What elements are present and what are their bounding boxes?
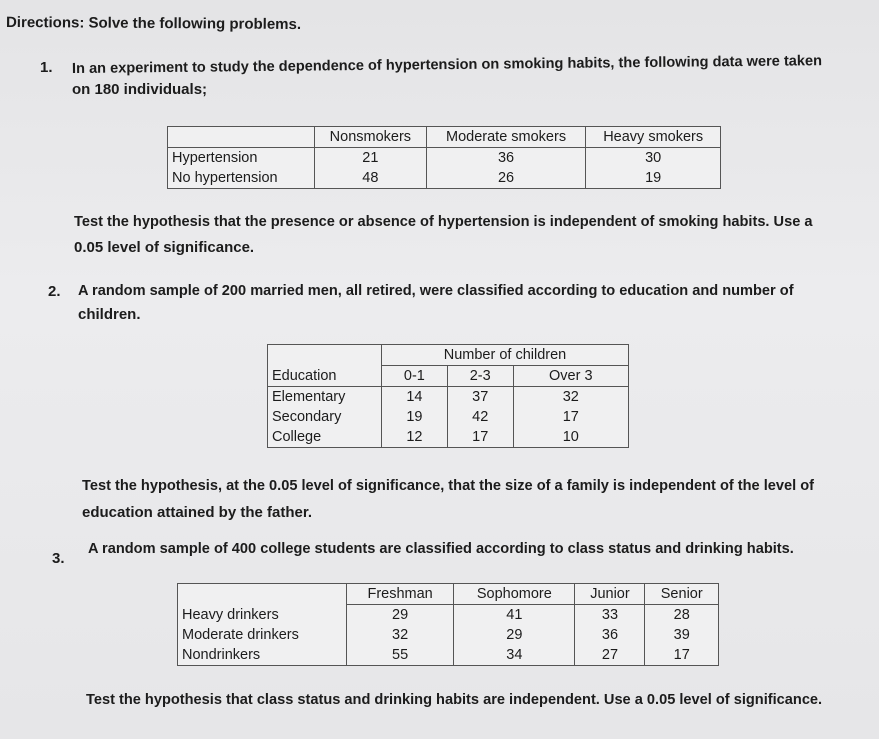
problem-2-question-line2: education attained by the father. bbox=[82, 504, 313, 521]
table-corner bbox=[178, 584, 347, 605]
problem-1-text-line1: In an experiment to study the dependence of hypertension on smoking habits, the following data were taken bbox=[71, 53, 823, 77]
problem-2-number: 2. bbox=[48, 283, 61, 300]
problem-1-text-line2: on 180 individuals; bbox=[72, 81, 208, 98]
table-cell: 39 bbox=[645, 625, 719, 645]
table-cell: 17 bbox=[513, 407, 628, 427]
table-cell: 48 bbox=[315, 168, 427, 189]
table-cell: 28 bbox=[645, 605, 719, 626]
problem-1-question-line1: Test the hypothesis that the presence or absence of hypertension is independent of smoking habits. Use a bbox=[74, 214, 813, 230]
table-cell: 29 bbox=[347, 605, 454, 626]
table-cell: 37 bbox=[447, 387, 513, 408]
problem-3-text-line1: A random sample of 400 college students are classified according to class status and drinking habits. bbox=[88, 541, 794, 557]
table-corner bbox=[168, 127, 315, 148]
table-header: Freshman bbox=[347, 584, 454, 605]
problem-2-text-line1: A random sample of 200 married men, all retired, were classified according to education and number of bbox=[78, 283, 794, 299]
table-cell: 30 bbox=[586, 148, 721, 169]
table-cell: 10 bbox=[513, 427, 628, 448]
problem-3-question-line1: Test the hypothesis that class status and drinking habits are independent. Use a 0.05 level of significance. bbox=[86, 692, 823, 708]
problem-2-text-line2: children. bbox=[78, 306, 141, 323]
table-cell: 36 bbox=[426, 148, 586, 169]
group-header: Number of children bbox=[382, 345, 629, 366]
row-label: No hypertension bbox=[168, 168, 315, 189]
row-label: Moderate drinkers bbox=[178, 625, 347, 645]
table-cell: 17 bbox=[447, 427, 513, 448]
table-cell: 19 bbox=[382, 407, 448, 427]
table-cell: 27 bbox=[575, 645, 645, 666]
table-cell: 34 bbox=[454, 645, 575, 666]
table-cell: 14 bbox=[382, 387, 448, 408]
directions-heading: Directions: Solve the following problems. bbox=[5, 13, 302, 34]
row-header: Education bbox=[268, 366, 382, 387]
table-cell: 17 bbox=[645, 645, 719, 666]
row-label: Heavy drinkers bbox=[178, 605, 347, 626]
problem-2-question-line1: Test the hypothesis, at the 0.05 level of significance, that the size of a family is independent of the level of bbox=[82, 478, 815, 494]
problem-1-table bbox=[167, 126, 721, 189]
row-label: Secondary bbox=[268, 407, 382, 427]
table-cell: 41 bbox=[454, 605, 575, 626]
table-cell: 12 bbox=[382, 427, 448, 448]
table-header: Senior bbox=[645, 584, 719, 605]
problem-2-table bbox=[267, 344, 629, 448]
table-cell: 21 bbox=[315, 148, 427, 169]
table-cell: 33 bbox=[575, 605, 645, 626]
table-header: Junior bbox=[575, 584, 645, 605]
table-header: Nonsmokers bbox=[315, 127, 427, 148]
table-header: Over 3 bbox=[513, 366, 628, 387]
row-label: Hypertension bbox=[168, 148, 315, 169]
problem-1-question-line2: 0.05 level of significance. bbox=[74, 239, 255, 256]
problem-3-number: 3. bbox=[52, 550, 65, 567]
table-cell: 26 bbox=[426, 168, 586, 189]
table-header: Sophomore bbox=[454, 584, 575, 605]
table-cell: 32 bbox=[513, 387, 628, 408]
table-cell: 29 bbox=[454, 625, 575, 645]
table-cell: 42 bbox=[447, 407, 513, 427]
table-corner bbox=[268, 345, 382, 366]
row-label: College bbox=[268, 427, 382, 448]
table-cell: 19 bbox=[586, 168, 721, 189]
table-header: Moderate smokers bbox=[426, 127, 586, 148]
table-header: Heavy smokers bbox=[586, 127, 721, 148]
table-cell: 55 bbox=[347, 645, 454, 666]
table-header: 0-1 bbox=[382, 366, 448, 387]
problem-3-table bbox=[177, 583, 719, 666]
problem-1-number: 1. bbox=[40, 59, 53, 76]
row-label: Nondrinkers bbox=[178, 645, 347, 666]
row-label: Elementary bbox=[268, 387, 382, 408]
table-cell: 32 bbox=[347, 625, 454, 645]
table-header: 2-3 bbox=[447, 366, 513, 387]
table-cell: 36 bbox=[575, 625, 645, 645]
